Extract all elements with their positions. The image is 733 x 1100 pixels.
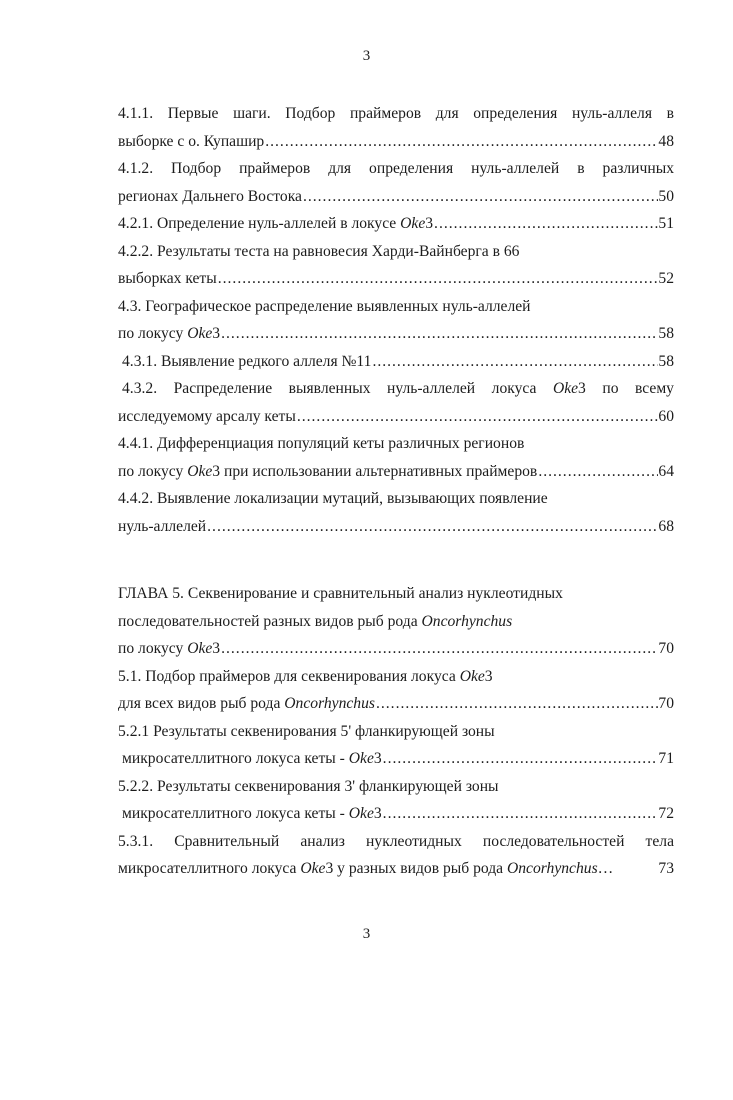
- page-ref: 48: [658, 132, 674, 150]
- toc-entry-5-3-1: 5.3.1. Сравнительный анализ нуклеотидных последовательностей тела микросателлитного локуса Oke3 у разных видов рыб рода Oncorhynchus… 73: [118, 828, 674, 883]
- page-ref: 64: [658, 462, 674, 480]
- page-number-top: 3: [362, 48, 371, 64]
- toc-entry-5-2-2: 5.2.2. Результаты секвенирования 3' фланкирующей зоны микросателлитного локуса кеты - Oke3 ..... 72: [118, 773, 674, 828]
- page-ref: 68: [658, 517, 674, 535]
- page-ref: 72: [658, 805, 674, 822]
- page-ref: 73: [658, 860, 674, 877]
- page-ref: 58: [658, 325, 674, 342]
- toc-entry-4-2-1: 4.2.1. Определение нуль-аллелей в локусе Oke3 ..... 51: [118, 210, 674, 238]
- page-ref: 50: [658, 187, 674, 205]
- page-ref: 70: [658, 640, 674, 657]
- toc-entry-4-3-1: 4.3.1. Выявление редкого аллеля №11 ..... 58: [118, 348, 674, 376]
- toc-entry-4-3-2: 4.3.2. Распределение выявленных нуль-аллелей локуса Oke3 по всему исследуемому арсалу кеты ..... 60: [118, 375, 674, 430]
- page-ref: 60: [658, 407, 674, 425]
- page-ref: 51: [658, 215, 674, 232]
- page-number-bottom: 3: [362, 926, 371, 942]
- toc-entry-4-1-1: 4.1.1. Первые шаги. Подбор праймеров для определения нуль-аллеля в выборке с о. Купашир ..... 48: [118, 100, 674, 155]
- toc-chapter-5: ГЛАВА 5. Секвенирование и сравнительный анализ нуклеотидных последовательностей разных видов рыб рода Oncorhynchus по локусу Oke3 ..... 70: [118, 580, 674, 663]
- toc-entry-4-4-1: 4.4.1. Дифференциация популяций кеты различных регионов по локусу Oke3 при использовании альтернативных праймеров ..... 64: [118, 430, 674, 485]
- toc-entry-5-1: 5.1. Подбор праймеров для секвенирования локуса Oke3 для всех видов рыб рода Oncorhynchus ..... 70: [118, 663, 674, 718]
- page-ref: 58: [658, 352, 674, 370]
- table-of-contents: [118, 100, 674, 883]
- toc-entry-5-2-1: 5.2.1 Результаты секвенирования 5' фланкирующей зоны микросателлитного локуса кеты - Oke3 ..... 71: [118, 718, 674, 773]
- page-ref: 52: [658, 270, 674, 287]
- page-ref: 71: [658, 750, 674, 767]
- page-ref: 70: [658, 695, 674, 712]
- toc-entry-4-4-2: 4.4.2. Выявление локализации мутаций, вызывающих появление нуль-аллелей ..... 68: [118, 485, 674, 540]
- toc-entry-4-1-2: 4.1.2. Подбор праймеров для определения нуль-аллелей в различных регионах Дальнего Востока ..... 50: [118, 155, 674, 210]
- toc-entry-4-2-2: 4.2.2. Результаты теста на равновесия Харди-Вайнберга в 66 выборках кеты ..... 52: [118, 238, 674, 293]
- toc-entry-4-3: 4.3. Географическое распределение выявленных нуль-аллелей по локусу Oke3 ..... 58: [118, 293, 674, 348]
